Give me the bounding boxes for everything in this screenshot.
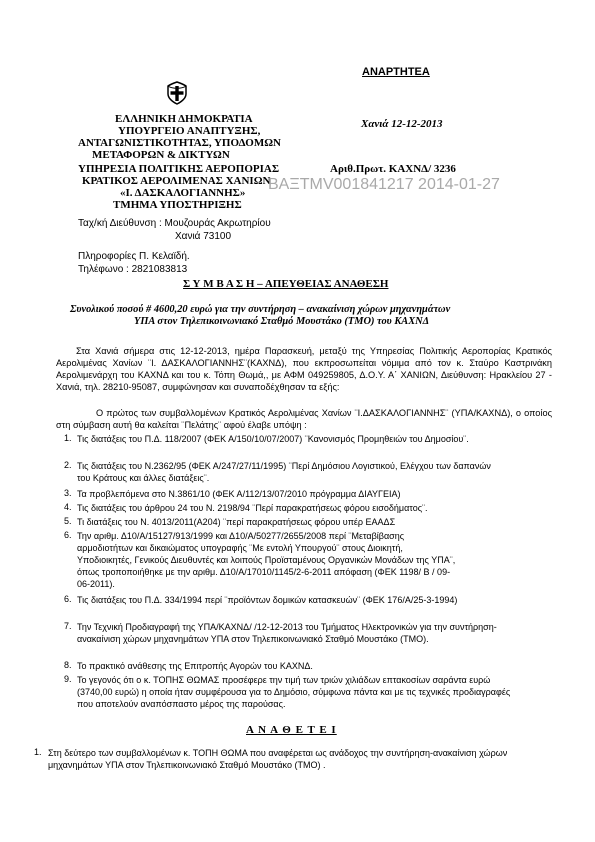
header-line-8: ΤΜΗΜΑ ΥΠΟΣΤΗΡΙΞΗΣ xyxy=(113,199,242,211)
list-item: Το γεγονός ότι ο κ. ΤΟΠΗΣ ΘΩΜΑΣ προσέφερε την τιμή των τριών χιλιάδων επτακοσίων σαράντα ευρώ (3740,00 ευρώ) η οποία ήταν συμφέρουσα για το Δημόσιο, σύμφωνα πάντα και με τις τεχνικές προδιαγραφές που αποτελούν αναπόσπαστο μέρος της παρούσας. xyxy=(77,675,511,709)
header-line-3: ΑΝΤΑΓΩΝΙΣΤΙΚΟΤΗΤΑΣ, ΥΠΟΔΟΜΩΝ xyxy=(78,137,281,149)
list-item-number: 3. xyxy=(64,488,72,498)
coat-of-arms-icon xyxy=(164,80,190,106)
list-item-number: 7. xyxy=(64,621,72,631)
header-line-7: «Ι. ΔΑΣΚΑΛΟΓΙΑΝΝΗΣ» xyxy=(120,187,246,199)
list-item-number: 6. xyxy=(64,530,72,540)
list-item: Την Τεχνική Προδιαγραφή της ΥΠΑ/ΚΑΧΝΔ/ /12-12-2013 του Τμήματος Ηλεκτρονικών για την συντήρηση-ανακαίνιση χώρων μηχανημάτων ΥΠΑ στον Τηλεπικοινωνιακό Σταθμό Μουστάκο (ΤΜΟ). xyxy=(77,622,497,644)
address-line-2: Χανιά 73100 xyxy=(175,231,232,242)
info-line: Πληροφορίες Π. Κελαϊδή. xyxy=(78,251,190,262)
list-item: Το πρακτικό ανάθεσης της Επιτροπής Αγορών του ΚΑΧΝΔ. xyxy=(77,661,313,671)
list-item: Τις διατάξεις του Π.Δ. 334/1994 περί ¨προϊόντων δομικών κατασκευών¨ (ΦΕΚ 176/Α/25-3-1994) xyxy=(77,595,458,605)
list-item-number: 4. xyxy=(64,502,72,512)
list-item-number: 1. xyxy=(34,747,42,757)
header-line-2: ΥΠΟΥΡΓΕΙΟ ΑΝΑΠΤΥΞΗΣ, xyxy=(118,125,261,137)
list-item-number: 1. xyxy=(64,433,72,443)
list-item-number: 9. xyxy=(64,674,72,684)
header-line-6: ΚΡΑΤΙΚΟΣ ΑΕΡΟΛΙΜΕΝΑΣ ΧΑΝΙΩΝ xyxy=(82,175,271,187)
list-item-number: 2. xyxy=(64,460,72,470)
posted-label: ΑΝΑΡΤΗΤΕΑ xyxy=(362,66,430,78)
list-item: Τι διατάξεις του Ν. 4013/2011(Α204) ¨περί παρακρατήσεως φόρου υπέρ ΕΑΑΔΣ xyxy=(77,517,396,527)
list-item-number: 8. xyxy=(64,660,72,670)
intro-paragraph-2: Ο πρώτος των συμβαλλομένων Κρατικός Αερολιμένας Χανίων ¨Ι.ΔΑΣΚΑΛΟΓΙΑΝΝΗΣ¨ (ΥΠΑ/ΚΑΧΝΔ), ο οποίος στη σύμβαση αυτή θα καλείται ¨Πελάτης¨ αφού έλαβε υπόψη : xyxy=(56,408,552,430)
header-line-5: ΥΠΗΡΕΣΙΑ ΠΟΛΙΤΙΚΗΣ ΑΕΡΟΠΟΡΙΑΣ xyxy=(78,163,280,175)
list-item: Τις διατάξεις του Π.Δ. 118/2007 (ΦΕΚ Α/150/10/07/2007) ¨Κανονισμός Προμηθειών του Δημοσίου¨. xyxy=(77,434,469,444)
list-item: Τις διατάξεις του Ν.2362/95 (ΦΕΚ Α/247/27/11/1995) ¨Περί Δημόσιου Λογιστικού, Ελέγχου των δαπανών του Κράτους και άλλες διατάξεις¨. xyxy=(77,461,491,483)
award-item: Στη δεύτερο των συμβαλλομένων κ. ΤΟΠΗ ΘΩΜΑ που αναφέρεται ως ανάδοχος την συντήρηση-ανακαίνιση χώρων μηχανημάτων ΥΠΑ στον Τηλεπικοινωνιακό Σταθμό Μουστάκο (ΤΜΟ) . xyxy=(48,748,508,770)
list-item-number: 5. xyxy=(64,516,72,526)
list-item: Τις διατάξεις του άρθρου 24 του Ν. 2198/94 ¨Περί παρακρατήσεως φόρου εισοδήματος¨. xyxy=(77,503,428,513)
list-item: Την αριθμ. Δ10/Α/15127/913/1999 και Δ10/Α/50277/2655/2008 περί ¨Μεταβίβασης αρμοδιοτήτων και δικαιώματος υπογραφής ¨Με εντολή Υπουργού¨ στους Διοικητή, Υποδιοικητές, Γενικούς Διευθυντές και λοιπούς Προϊσταμένους Οργανικών Μονάδων της ΥΠΑ¨, όπως τροποποιήθηκε με την αριθμ. Δ10/Α/17010/1145/2-6-2011 απόφαση (ΦΕΚ 1198/ Β / 09-06-2011). xyxy=(77,531,456,589)
phone-line: Τηλέφωνο : 2821083813 xyxy=(78,264,188,275)
section-heading-anathetei: Α Ν Α Θ Ε Τ Ε Ι xyxy=(246,724,337,736)
intro-paragraph: Στα Χανιά σήμερα στις 12-12-2013, ημέρα Παρασκευή, μεταξύ της Υπηρεσίας Πολιτικής Αεροπορίας Κρατικός Αερολιμένας Χανίων ¨Ι. ΔΑΣΚΑΛΟΓΙΑΝΝΗΣ¨(ΚΑΧΝΔ), που εκπροσωπείται νόμιμα από τον κ. Σταύρο Καστρινάκη Αερολιμενάρχη του ΚΑΧΝΔ και του κ. Τόπη Θωμά,, με ΑΦΜ 049259805, Δ.Ο.Υ. Α΄ ΧΑΝΙΩΝ, Διεύθυνση: Ηρακλείου 27 - Χανιά, τηλ. 28210-95087, συμφώνησαν και συναποδέχθησαν τα εξής: xyxy=(56,346,552,392)
list-item: Τα προβλεπόμενα στο Ν.3861/10 (ΦΕΚ Α/112/13/07/2010 πρόγραμμα ΔΙΑΥΓΕΙΑ) xyxy=(77,489,401,499)
document-title: Σ Υ Μ Β Α Σ Η – ΑΠΕΥΘΕΙΑΣ ΑΝΑΘΕΣΗ xyxy=(183,278,389,290)
subtitle-line-1: Συνολικού ποσού # 4600,20 ευρώ για την συντήρηση – ανακαίνιση χώρων μηχανημάτων xyxy=(70,304,451,315)
address-line-1: Ταχ/κή Διεύθυνση : Μουζουράς Ακρωτηρίου xyxy=(78,218,271,229)
header-line-4: ΜΕΤΑΦΟΡΩΝ & ΔΙΚΤΥΩΝ xyxy=(92,149,230,161)
protocol-number: Αριθ.Πρωτ. ΚΑΧΝΔ/ 3236 xyxy=(330,163,456,175)
date-line: Χανιά 12-12-2013 xyxy=(361,118,443,130)
header-line-1: ΕΛΛΗΝΙΚΗ ΔΗΜΟΚΡΑΤΙΑ xyxy=(115,113,253,125)
watermark-ada: ΒΑΞΤΜV001841217 2014-01-27 xyxy=(268,176,500,193)
list-item-number: 6. xyxy=(64,594,72,604)
subtitle-line-2: ΥΠΑ στον Τηλεπικοινωνιακό Σταθμό Μουστάκο (ΤΜΟ) του ΚΑΧΝΔ xyxy=(134,316,430,327)
